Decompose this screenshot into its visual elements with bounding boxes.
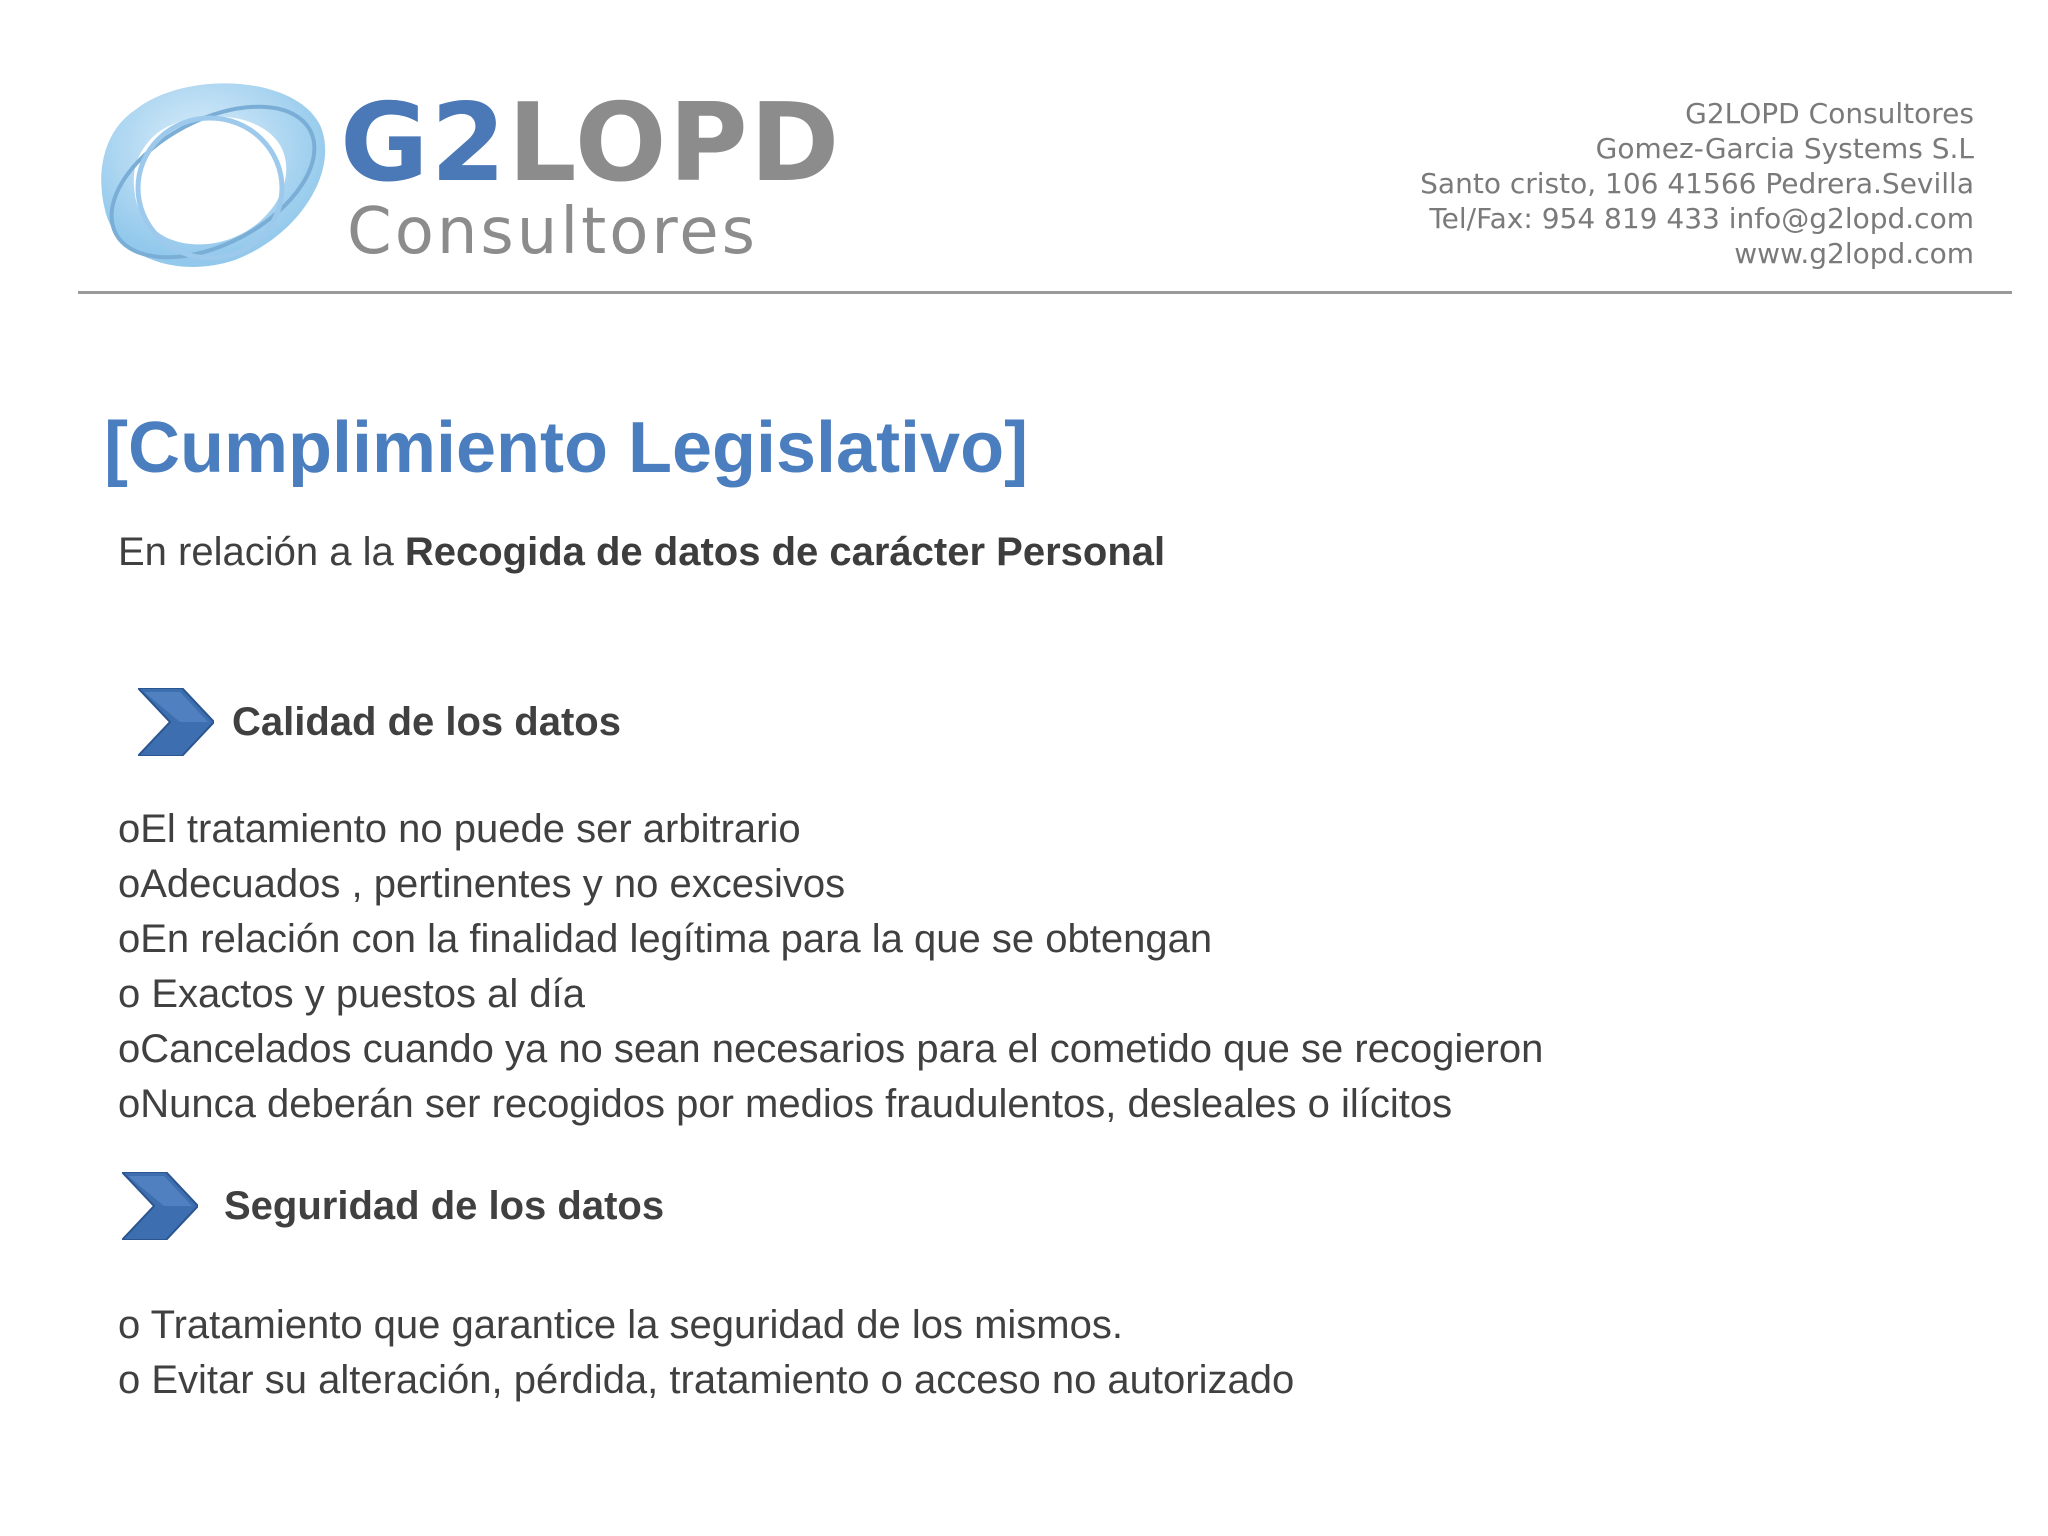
list-item: o Evitar su alteración, pérdida, tratamiento o acceso no autorizado [118,1358,1295,1402]
section-heading-calidad [138,688,621,756]
logo-subtitle: Consultores [347,195,758,269]
logo-g2: G2 [340,81,508,206]
chevron-right-icon [138,688,214,756]
section-heading-seguridad [122,1172,664,1240]
slide-subtitle [118,532,1165,572]
list-calidad [118,802,1543,1132]
list-item: oCancelados cuando ya no sean necesarios para el cometido que se recogieron [118,1027,1544,1071]
contact-line-legal-name: Gomez-Garcia Systems S.L [1595,132,1974,165]
g2lopd-logo [95,70,842,280]
subtitle-prefix: En relación a la [118,530,405,574]
subtitle-bold: Recogida de datos de carácter Personal [404,530,1166,574]
logo-wordmark [340,81,842,206]
header-divider [78,291,2012,294]
list-item: oEl tratamiento no puede ser arbitrario [118,807,801,851]
logo-lopd: LOPD [507,81,842,206]
contact-line-address: Santo cristo, 106 41566 Pedrera.Sevilla [1420,167,1974,200]
section-heading-label: Calidad de los datos [232,700,621,744]
contact-line-website: www.g2lopd.com [1734,237,1974,270]
list-seguridad [118,1298,1294,1408]
list-item: o Tratamiento que garantice la seguridad de los mismos. [118,1303,1123,1347]
list-item: o Exactos y puestos al día [118,972,585,1016]
list-item: oEn relación con la finalidad legítima para la que se obtengan [118,917,1213,961]
contact-line-company: G2LOPD Consultores [1685,97,1974,130]
slide-header [0,0,2048,300]
logo-swirl-icon [95,70,335,280]
contact-block [1420,96,1974,271]
slide-title: [Cumplimiento Legislativo] [104,408,1029,488]
contact-line-phone-email: Tel/Fax: 954 819 433 info@g2lopd.com [1429,202,1974,235]
list-item: oNunca deberán ser recogidos por medios fraudulentos, desleales o ilícitos [118,1082,1453,1126]
chevron-right-icon [122,1172,198,1240]
list-item: oAdecuados , pertinentes y no excesivos [118,862,846,906]
section-heading-label: Seguridad de los datos [224,1184,665,1228]
